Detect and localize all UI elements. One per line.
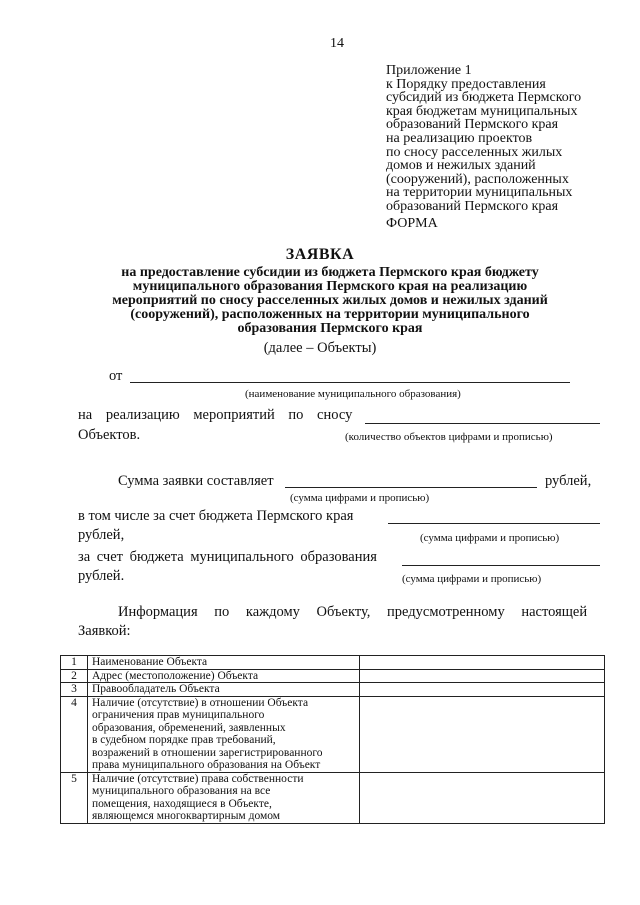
form-label: ФОРМА xyxy=(386,216,438,231)
appendix-line: края бюджетам муниципальных xyxy=(386,103,578,119)
sum-label: Сумма заявки составляет xyxy=(118,473,274,489)
appendix-line: на реализацию проектов xyxy=(386,130,533,146)
appendix-line: по сносу расселенных жилых xyxy=(386,144,563,160)
appendix-line: Приложение 1 xyxy=(386,63,472,78)
appendix-line: на территории муниципальных xyxy=(386,185,573,201)
objects-word: Объектов. xyxy=(78,427,141,443)
document-subtitle xyxy=(100,266,560,336)
row-label-line: муниципального образования на все xyxy=(92,785,271,797)
subtitle-line: муниципального образования Пермского края на реализацию xyxy=(132,279,528,294)
appendix-line: образований Пермского края xyxy=(386,117,559,133)
objects-table xyxy=(60,655,605,824)
subtitle-line: (сооружений), расположенных на территории муниципального xyxy=(130,307,530,322)
subtitle-line: на предоставление субсидии из бюджета Пермского края бюджету xyxy=(121,265,539,280)
municipal-field-line[interactable] xyxy=(402,565,600,566)
from-hint: (наименование муниципального образования) xyxy=(245,388,461,400)
subtitle-line: образования Пермского края xyxy=(237,321,423,336)
page-number: 14 xyxy=(330,36,344,51)
row-label xyxy=(88,683,360,697)
count-hint: (количество объектов цифрами и прописью) xyxy=(345,431,553,443)
info-text: Информация по каждому Объекту, предусмотренному настоящей xyxy=(118,604,588,620)
row-value-cell[interactable] xyxy=(360,656,605,670)
sum-rubles: рублей, xyxy=(545,473,592,489)
row-value-cell[interactable] xyxy=(360,772,605,823)
row-label-line: права муниципального образования на Объект xyxy=(92,759,321,771)
appendix-line: образований Пермского края xyxy=(386,198,559,214)
appendix-line: к Порядку предоставления xyxy=(386,76,546,92)
region-label: в том числе за счет бюджета Пермского края xyxy=(78,508,354,524)
row-label xyxy=(88,772,360,823)
row-number: 4 xyxy=(61,696,88,772)
row-label-line: возражений в отношении зарегистрированного xyxy=(92,746,323,759)
municipal-rubles: рублей. xyxy=(78,568,125,584)
row-label xyxy=(88,656,360,670)
municipal-label: за счет бюджета муниципального образования xyxy=(78,549,377,565)
row-number: 3 xyxy=(61,683,88,697)
row-label-line: в судебном порядке прав требований, xyxy=(92,734,276,746)
row-label-line: Наименование Объекта xyxy=(92,656,208,668)
row-label-line: Наличие (отсутствие) права собственности xyxy=(92,772,304,785)
row-label xyxy=(88,669,360,683)
sum-field-line[interactable] xyxy=(285,487,537,488)
appendix-line: (сооружений), расположенных xyxy=(386,171,569,187)
measures-text: на реализацию мероприятий по сносу xyxy=(78,407,353,423)
row-value-cell[interactable] xyxy=(360,683,605,697)
count-field-line[interactable] xyxy=(365,423,600,424)
appendix-block xyxy=(386,64,626,214)
subtitle-note: (далее – Объекты) xyxy=(263,340,377,356)
row-value-cell[interactable] xyxy=(360,669,605,683)
row-number: 5 xyxy=(61,772,88,823)
appendix-line: субсидий из бюджета Пермского xyxy=(386,90,582,106)
municipal-hint: (сумма цифрами и прописью) xyxy=(402,573,542,585)
row-label-line: ограничения прав муниципального xyxy=(92,709,265,721)
table-row xyxy=(61,656,605,670)
from-field-line[interactable] xyxy=(130,382,570,383)
table-row xyxy=(61,772,605,823)
row-label-line: Адрес (местоположение) Объекта xyxy=(92,669,259,682)
region-rubles: рублей, xyxy=(78,527,125,543)
row-number: 1 xyxy=(61,656,88,670)
appendix-line: домов и нежилых зданий xyxy=(386,158,536,174)
sum-hint: (сумма цифрами и прописью) xyxy=(290,492,430,504)
from-label: от xyxy=(109,368,123,384)
row-label-line: образования, обременений, заявленных xyxy=(92,721,286,734)
region-field-line[interactable] xyxy=(388,523,600,524)
document-title: ЗАЯВКА xyxy=(285,246,355,263)
table-row xyxy=(61,683,605,697)
row-label-line: Наличие (отсутствие) в отношении Объекта xyxy=(92,696,309,709)
row-number: 2 xyxy=(61,669,88,683)
row-label-line: Правообладатель Объекта xyxy=(92,683,220,695)
row-label-line: помещения, находящиеся в Объекте, xyxy=(92,797,272,810)
info-text-2: Заявкой: xyxy=(78,623,131,639)
region-hint: (сумма цифрами и прописью) xyxy=(420,532,560,544)
row-value-cell[interactable] xyxy=(360,696,605,772)
row-label-line: являющемся многоквартирным домом xyxy=(92,810,281,822)
table-row xyxy=(61,696,605,772)
row-label xyxy=(88,696,360,772)
table-row xyxy=(61,669,605,683)
subtitle-line: мероприятий по сносу расселенных жилых домов и нежилых зданий xyxy=(112,293,548,308)
